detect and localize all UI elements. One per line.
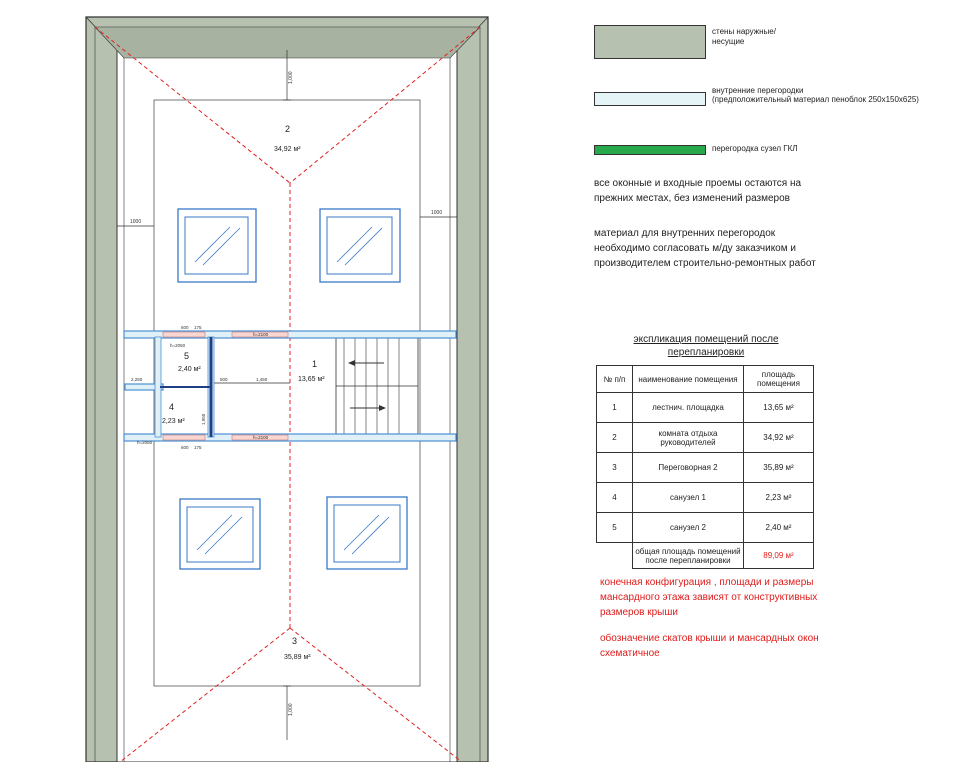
legend-partitions-swatch <box>594 92 706 106</box>
room-2-area: 34,92 м² <box>274 146 301 153</box>
total-value: 89,09 м² <box>743 543 813 569</box>
row-num: 5 <box>597 513 633 543</box>
dim-door-h2050-bottom: h=2050 <box>137 440 153 445</box>
row-area: 35,89 м² <box>743 453 813 483</box>
dim-door-h2100-bottom: h=2100 <box>253 435 269 440</box>
total-spacer <box>597 543 633 569</box>
dim-1450: 1,450 <box>256 377 268 382</box>
room-3-area: 35,89 м² <box>284 654 311 661</box>
explication-title-2: перепланировки <box>667 347 745 358</box>
explication-title-1: экспликация помещений после <box>633 334 779 345</box>
staircase <box>336 337 418 435</box>
legend-gkl-swatch <box>594 145 706 155</box>
room-3-number: 3 <box>292 636 298 646</box>
table-row <box>597 393 814 423</box>
row-name: санузел 2 <box>632 513 743 543</box>
room-2-number: 2 <box>285 124 291 134</box>
room-1-area: 13,65 м² <box>298 376 325 383</box>
legend-walls-swatch <box>594 25 706 59</box>
explication-table <box>596 365 814 569</box>
dim-175-bottom: 175 <box>194 445 202 450</box>
row-name: лестнич. площадка <box>632 393 743 423</box>
legend-partitions-label-1: внутренние перегородки <box>712 86 804 95</box>
row-name: Переговорная 2 <box>632 453 743 483</box>
dim-2250: 2,250 <box>131 377 143 382</box>
dim-top: 1,000 <box>288 71 294 84</box>
dim-600-top: 600 <box>181 325 189 330</box>
room-5-area: 2,40 м² <box>178 366 201 373</box>
row-area: 2,23 м² <box>743 483 813 513</box>
row-num: 3 <box>597 453 633 483</box>
row-area: 13,65 м² <box>743 393 813 423</box>
table-row <box>597 483 814 513</box>
dim-175-top: 175 <box>194 325 202 330</box>
dim-right: 1000 <box>431 210 443 216</box>
legend-gkl-label: перегородка сузел ГКЛ <box>712 144 798 153</box>
room-4-number: 4 <box>169 402 175 412</box>
row-num: 2 <box>597 423 633 453</box>
header-num: № п/п <box>597 366 633 393</box>
row-num: 4 <box>597 483 633 513</box>
row-area: 2,40 м² <box>743 513 813 543</box>
header-area: площадь помещения <box>743 366 813 393</box>
dim-500: 500 <box>220 377 228 382</box>
total-label: общая площадь помещений после перепланировки <box>632 543 743 569</box>
note-openings: все оконные и входные проемы остаются на прежних местах, без изменений размеров <box>594 178 802 204</box>
dim-600-bottom: 600 <box>181 445 189 450</box>
table-row <box>597 453 814 483</box>
room-1-number: 1 <box>312 359 318 369</box>
note-schematic: обозначение скатов крыши и мансардных окон схематичное <box>600 633 819 659</box>
legend-partitions-label-2: (предположительный материал пеноблок 250х150х625) <box>712 95 919 104</box>
row-num: 1 <box>597 393 633 423</box>
note-configuration: конечная конфигурация , площади и размеры мансардного этажа зависят от конструктивных размеров крыши <box>600 577 818 618</box>
legend-walls-label: стены наружные/несущие <box>712 27 776 46</box>
table-row <box>597 423 814 453</box>
table-row <box>597 513 814 543</box>
note-material: материал для внутренних перегородок необходимо согласовать м/ду заказчиком и производителем строительно-ремонтных работ <box>594 228 816 269</box>
dim-1950: 1,950 <box>201 413 206 425</box>
dim-bottom: 1,000 <box>288 703 294 716</box>
room-5-number: 5 <box>184 351 190 361</box>
room-4-area: 2,23 м² <box>162 418 185 425</box>
row-name: комната отдыха руководителей <box>632 423 743 453</box>
header-name: наименование помещения <box>632 366 743 393</box>
row-name: санузел 1 <box>632 483 743 513</box>
dim-left: 1000 <box>130 219 142 225</box>
total-row <box>597 543 814 569</box>
row-area: 34,92 м² <box>743 423 813 453</box>
dim-door-h2050-top: h=2050 <box>170 343 186 348</box>
dim-door-h2100-top: h=2100 <box>253 332 269 337</box>
